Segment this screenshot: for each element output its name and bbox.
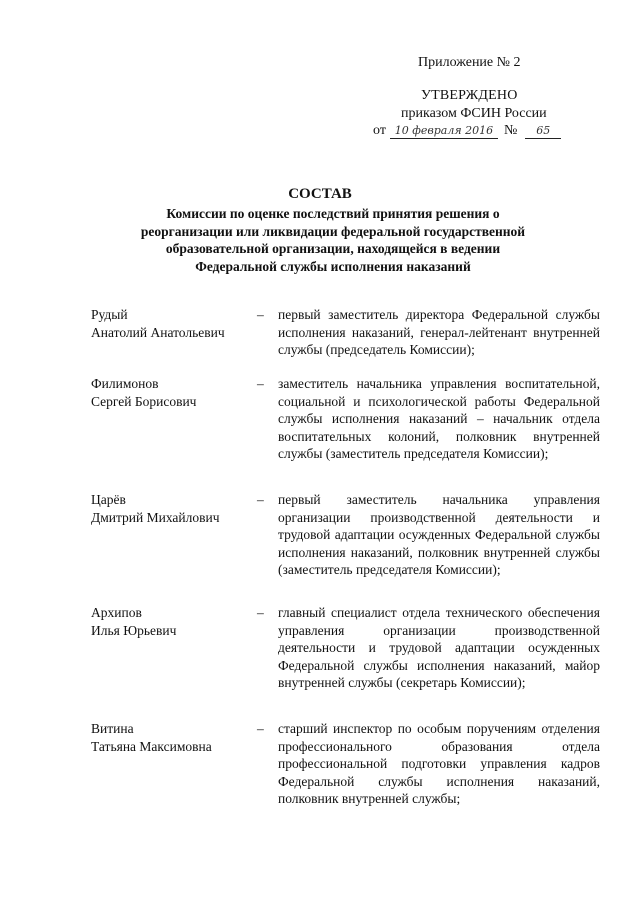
dash-separator: – — [257, 492, 264, 507]
order-reference: приказом ФСИН России — [401, 106, 547, 121]
order-date-number-line — [373, 123, 561, 139]
member-name — [91, 306, 256, 341]
document-subtitle: Комиссии по оценке последствий принятия решения о реорганизации или ликвидации федеральной государственной образовательной организации, находящейся в ведении Федеральной службы исполнения наказаний — [140, 206, 526, 274]
from-label: от — [373, 123, 386, 138]
member-given-names: Анатолий Анатольевич — [91, 324, 225, 340]
appendix-label: Приложение № 2 — [418, 55, 521, 70]
member-name — [91, 375, 256, 410]
member-given-names: Илья Юрьевич — [91, 622, 177, 638]
member-surname: Филимонов — [91, 376, 159, 391]
member-role: первый заместитель директора Федеральной службы исполнения наказаний, генерал-лейтенант внутренней службы (председатель Комиссии); — [278, 307, 600, 357]
member-given-names: Дмитрий Михайлович — [91, 509, 220, 525]
dash-separator: – — [257, 721, 264, 736]
dash-separator: – — [257, 376, 264, 391]
member-surname: Царёв — [91, 492, 126, 507]
member-given-names: Татьяна Максимовна — [91, 738, 212, 754]
document-title: СОСТАВ — [288, 186, 352, 202]
member-role: главный специалист отдела технического обеспечения управления организации производственной деятельности и трудовой адаптации осужденных Федеральной службы исполнения наказаний, майор внутренней службы (секретарь Комиссии); — [278, 605, 600, 690]
dash-separator: – — [257, 605, 264, 620]
member-role: первый заместитель начальника управления организации производственной деятельности и трудовой адаптации осужденных Федеральной службы исполнения наказаний, полковник внутренней службы (заместитель председателя Комиссии); — [278, 492, 600, 577]
handwritten-date: 10 февраля 2016 — [390, 124, 498, 139]
member-name — [91, 491, 256, 526]
member-name — [91, 720, 256, 755]
member-role: старший инспектор по особым поручениям отделения профессионального образования отдела профессиональной подготовки управления кадров Федеральной службы исполнения наказаний, полковник внутренней службы; — [278, 721, 600, 806]
member-surname: Рудый — [91, 307, 128, 322]
member-role: заместитель начальника управления воспитательной, социальной и психологической работы Федеральной службы исполнения наказаний – начальник отдела воспитательных колоний, полковник внутренней службы (заместитель председателя Комиссии); — [278, 376, 600, 461]
member-name — [91, 604, 256, 639]
member-surname: Витина — [91, 721, 134, 736]
handwritten-number: 65 — [525, 124, 561, 139]
dash-separator: – — [257, 307, 264, 322]
member-surname: Архипов — [91, 605, 142, 620]
number-label: № — [503, 123, 518, 138]
approved-stamp-text: УТВЕРЖДЕНО — [421, 88, 518, 103]
member-given-names: Сергей Борисович — [91, 393, 197, 409]
